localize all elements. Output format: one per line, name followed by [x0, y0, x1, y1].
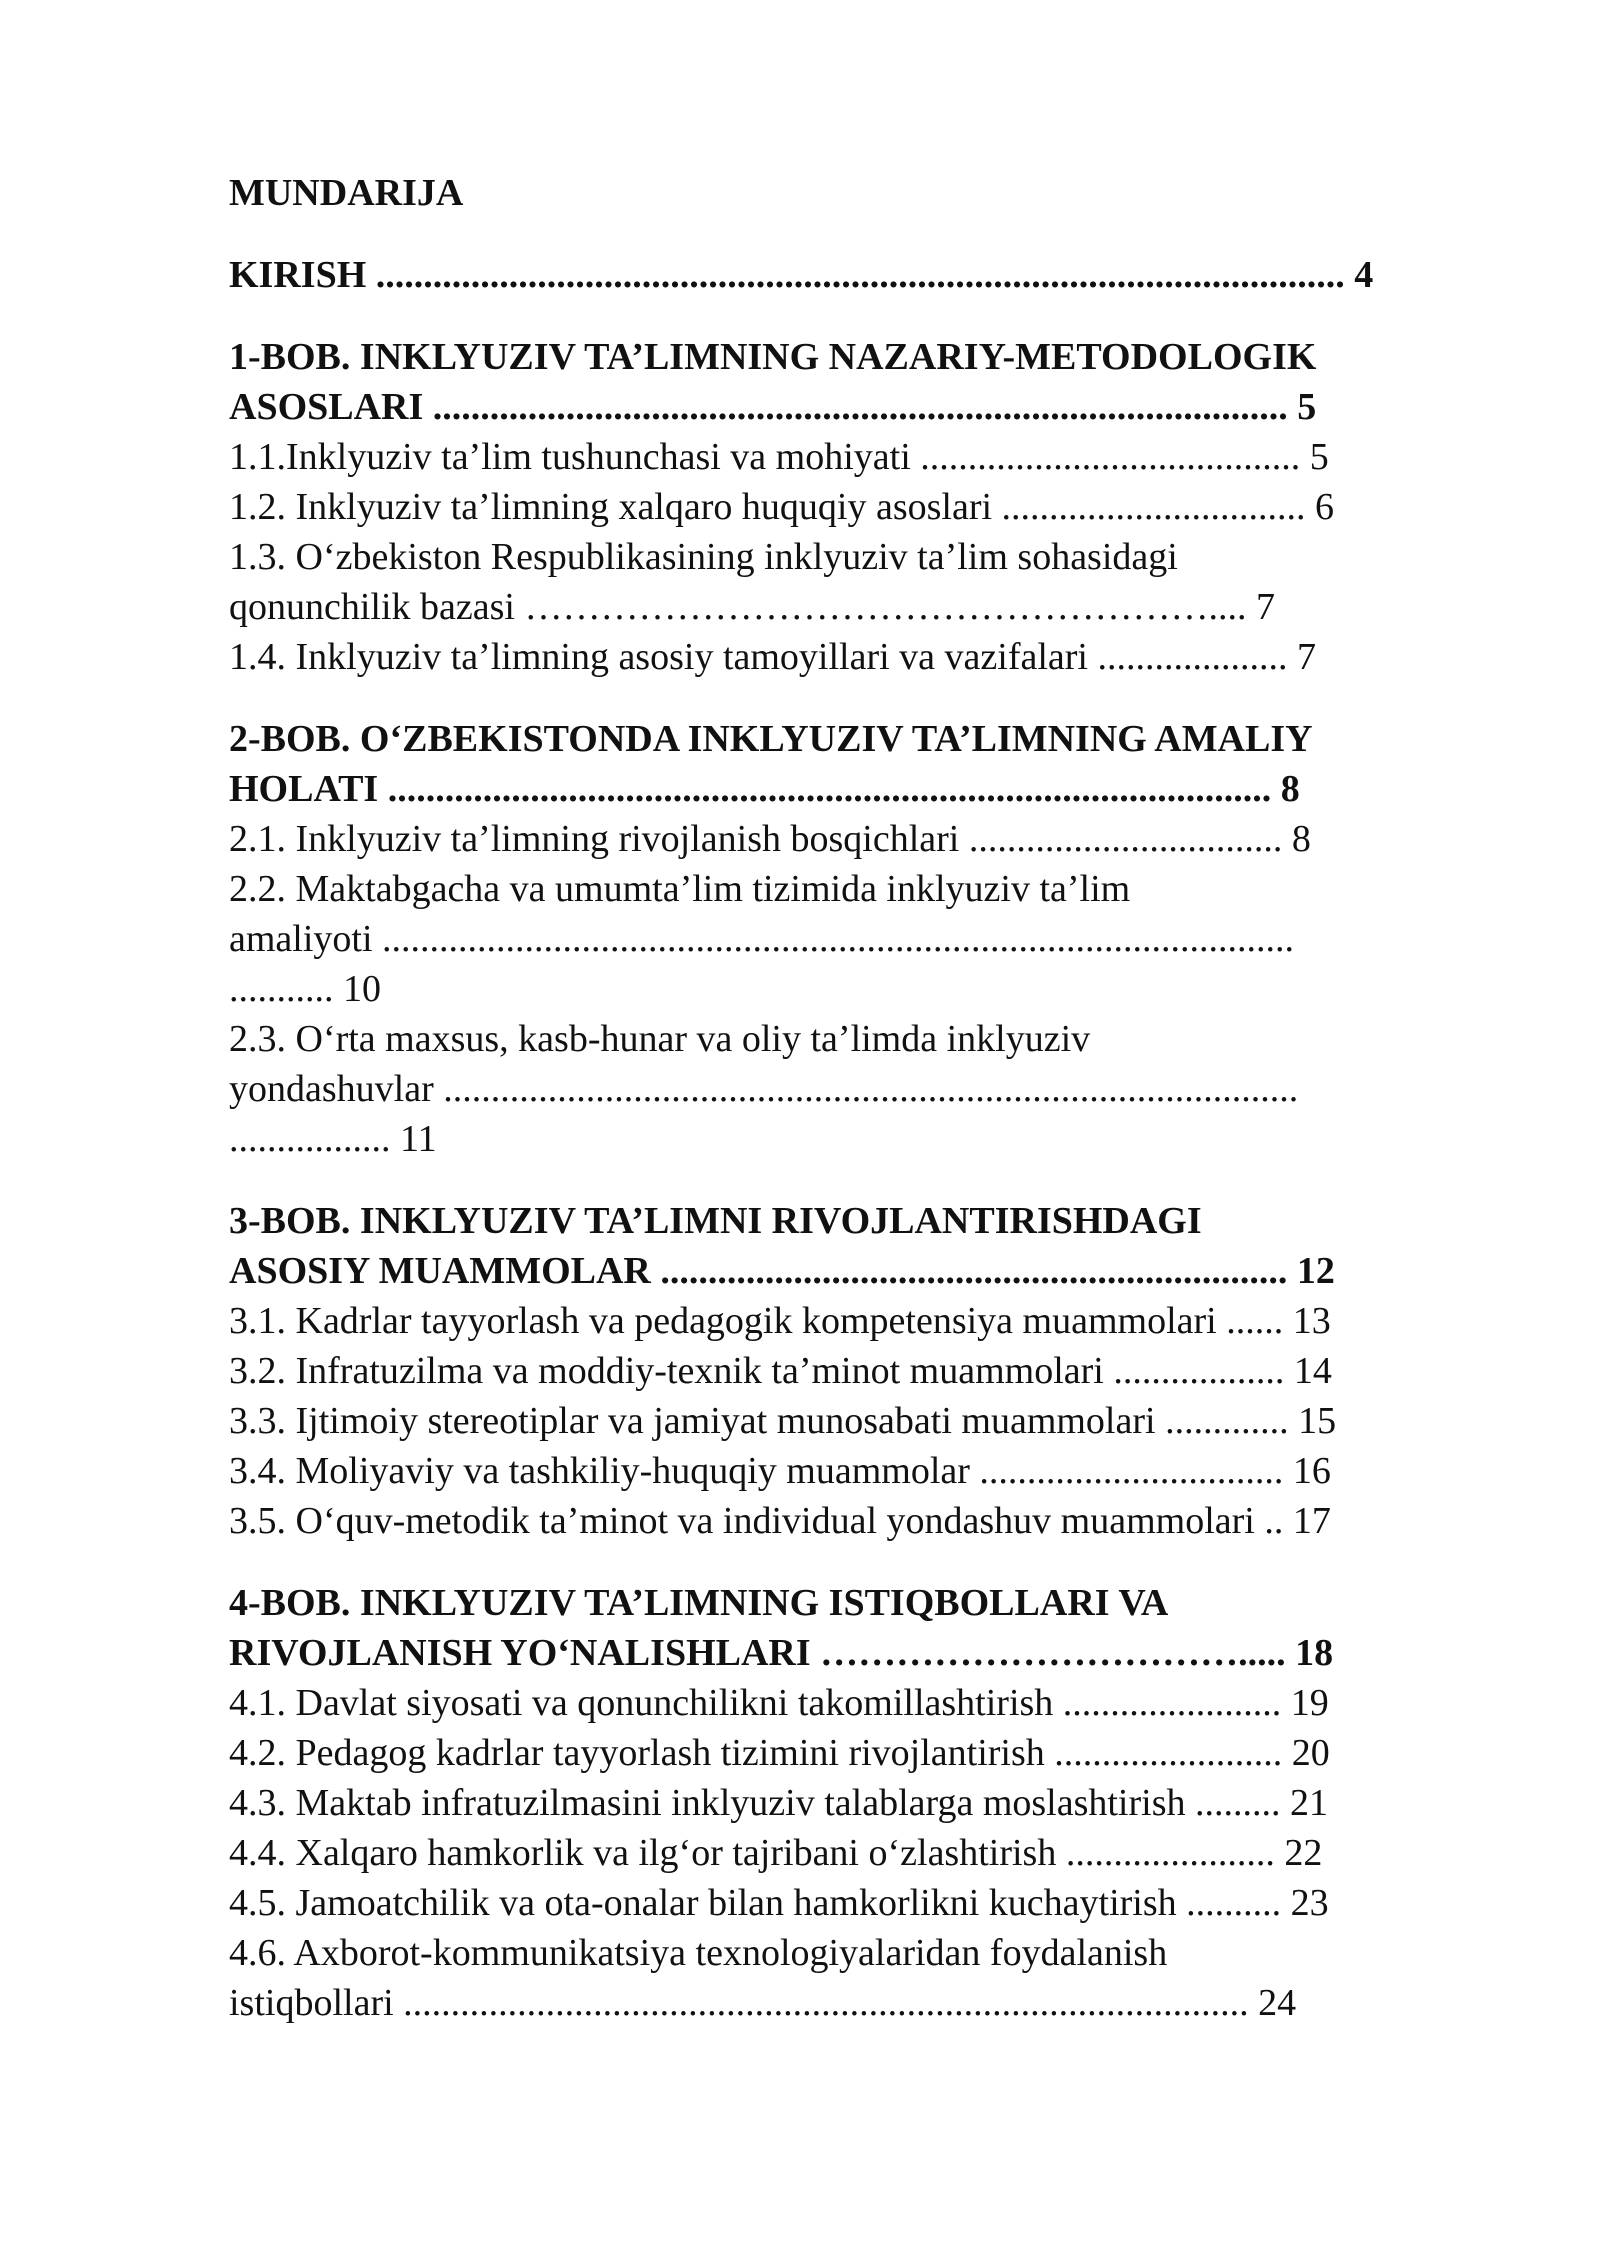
toc-entry: istiqbollari ......................................................................................... 24	[229, 1982, 1297, 2024]
chapter-4	[229, 1578, 1489, 2028]
toc-entry: 3.2. Infratuzilma va moddiy-texnik ta’minot muammolari .................. 14	[229, 1350, 1332, 1392]
page-title: MUNDARIJA	[229, 172, 464, 214]
toc-entry: 1.2. Inklyuziv ta’limning xalqaro huquqiy asoslari ................................ 6	[229, 486, 1335, 528]
chapter-1	[229, 332, 1489, 682]
toc-entry: 3.3. Ijtimoiy stereotiplar va jamiyat munosabati muammolari ............. 15	[229, 1400, 1337, 1442]
toc-entry: 2.3. O‘rta maxsus, kasb-hunar va oliy ta’limda inklyuziv	[229, 1018, 1091, 1060]
toc-entry: 1.3. O‘zbekiston Respublikasining inklyuziv ta’lim sohasidagi	[229, 536, 1178, 578]
toc-entry: 1.4. Inklyuziv ta’limning asosiy tamoyillari va vazifalari .................... 7	[229, 636, 1316, 678]
toc-entry: 4.5. Jamoatchilik va ota-onalar bilan hamkorlikni kuchaytirish .......... 23	[229, 1882, 1329, 1924]
chapter-3	[229, 1196, 1489, 1546]
toc-entry: yondashuvlar ..........................................................................................	[229, 1068, 1299, 1110]
toc-entry: 2.1. Inklyuziv ta’limning rivojlanish bosqichlari ................................. 8	[229, 818, 1311, 860]
toc-entry: 3.1. Kadrlar tayyorlash va pedagogik kompetensiya muammolari ...... 13	[229, 1300, 1331, 1342]
toc-entry: amaliyoti ................................................................................................	[229, 918, 1295, 960]
toc-entry: 4.3. Maktab infratuzilmasini inklyuziv talablarga moslashtirish ......... 21	[229, 1782, 1328, 1824]
toc-entry: 3.5. O‘quv-metodik ta’minot va individual yondashuv muammolari .. 17	[229, 1500, 1331, 1542]
toc-entry: 2.2. Maktabgacha va umumta’lim tizimida inklyuziv ta’lim	[229, 868, 1131, 910]
toc-entry: ................. 11	[229, 1118, 437, 1160]
chapter-title: 2-BOB. O‘ZBEKISTONDA INKLYUZIV TA’LIMNING AMALIY	[229, 718, 1313, 760]
chapter-title: HOLATI ............................................................................................. 8	[229, 768, 1300, 810]
chapter-title: RIVOJLANISH YO‘NALISHLARI ……………………………..... 18	[229, 1632, 1334, 1674]
chapter-2	[229, 714, 1489, 1164]
chapter-title: 1-BOB. INKLYUZIV TA’LIMNING NAZARIY-METODOLOGIK	[229, 336, 1317, 378]
toc-entry: qonunchilik bazasi ……………………………………………….... 7	[229, 586, 1275, 628]
toc-entry-kirish: KIRISH ...................................................................................................... 4	[229, 254, 1374, 296]
toc-entry: ........... 10	[229, 968, 381, 1010]
chapter-title: ASOSLARI .......................................................................................... 5	[229, 386, 1317, 428]
toc-entry: 1.1.Inklyuziv ta’lim tushunchasi va mohiyati ........................................ 5	[229, 436, 1329, 478]
toc-entry: 4.6. Axborot-kommunikatsiya texnologiyalaridan foydalanish	[229, 1932, 1168, 1974]
chapter-title: 3-BOB. INKLYUZIV TA’LIMNI RIVOJLANTIRISHDAGI	[229, 1200, 1202, 1242]
toc-entry: 4.1. Davlat siyosati va qonunchilikni takomillashtirish ....................... 19	[229, 1682, 1329, 1724]
toc-entry: 4.4. Xalqaro hamkorlik va ilg‘or tajribani o‘zlashtirish ...................... 22	[229, 1832, 1323, 1874]
toc-entry: 3.4. Moliyaviy va tashkiliy-huquqiy muammolar ................................ 16	[229, 1450, 1331, 1492]
table-of-contents	[229, 168, 1489, 2028]
chapter-title: 4-BOB. INKLYUZIV TA’LIMNING ISTIQBOLLARI VA	[229, 1582, 1169, 1624]
toc-entry: 4.2. Pedagog kadrlar tayyorlash tizimini rivojlantirish ........................ 20	[229, 1732, 1330, 1774]
chapter-title: ASOSIY MUAMMOLAR .................................................................. 12	[229, 1250, 1335, 1292]
